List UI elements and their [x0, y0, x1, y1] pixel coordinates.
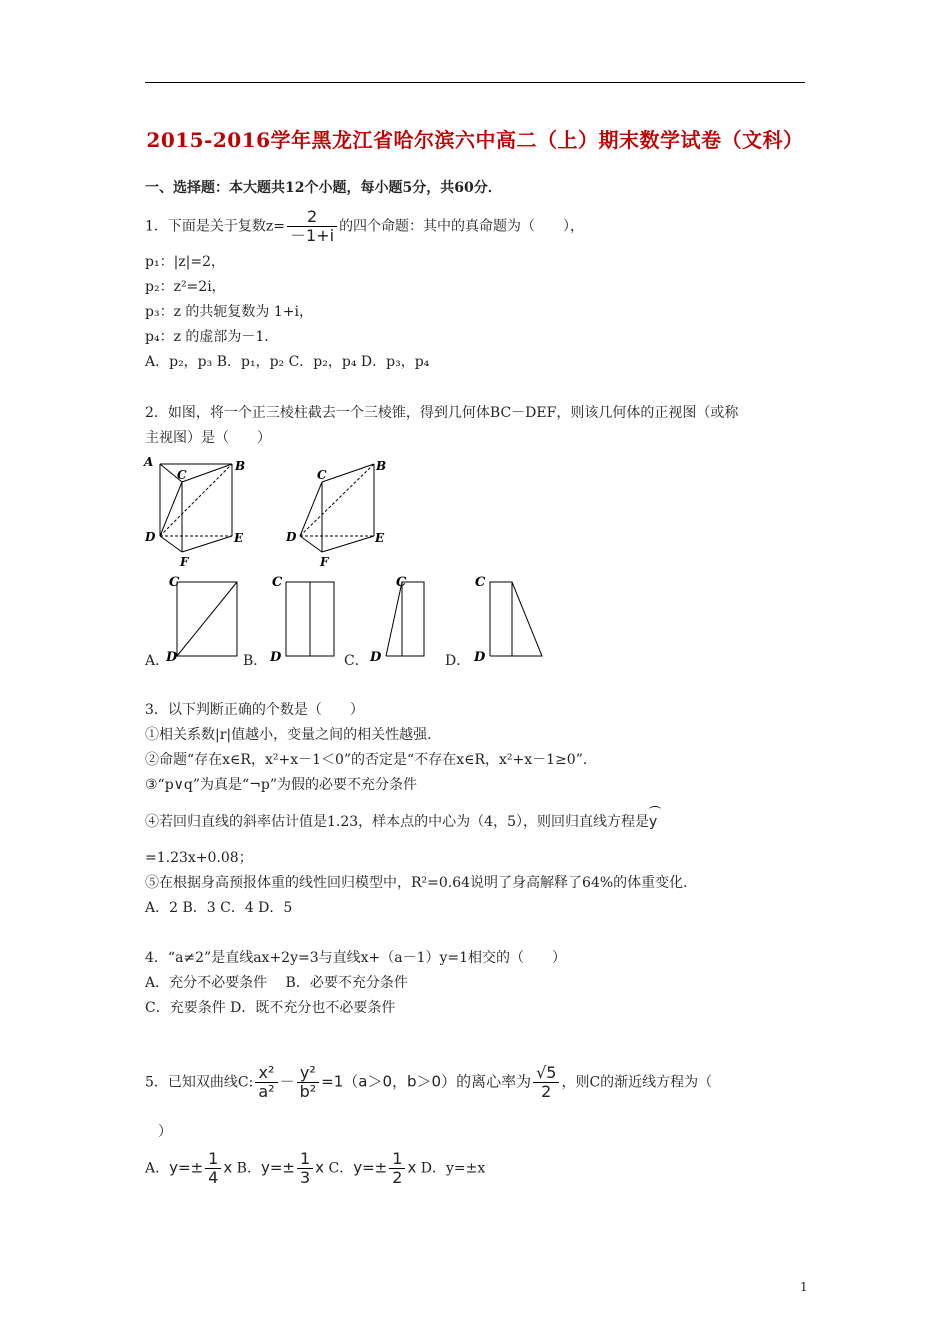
label-D2: D	[286, 530, 297, 544]
view-option-b	[266, 572, 346, 664]
q1-frac-num: 2	[287, 208, 337, 227]
q5-equation-rest: =1（a＞0，b＞0）的离心率为	[321, 1072, 532, 1091]
q5-opt-b-num: 1	[297, 1150, 313, 1169]
q5-opt-b-den: 3	[299, 1168, 311, 1187]
q5-x-den: a²	[258, 1082, 275, 1101]
q5-options	[145, 1150, 485, 1187]
q2-option-a: A．	[145, 653, 170, 669]
q3-statement-1: ①相关系数|r|值越小，变量之间的相关性越强．	[145, 727, 442, 743]
q4-options-1: A．充分不必要条件 B．必要不充分条件	[145, 975, 408, 991]
label-A: A	[144, 455, 154, 469]
q5-stem-suffix: ，则C的渐近线方程为（	[561, 1074, 713, 1091]
q1-p2: p₂：z²=2i，	[145, 279, 226, 295]
q5-close-paren: ）	[158, 1124, 172, 1140]
opt-b-label-D: D	[270, 650, 282, 664]
q5-opt-c-eq: y=±	[353, 1158, 388, 1177]
q5-e-den: 2	[541, 1082, 552, 1101]
opt-a-label-D: D	[166, 650, 178, 664]
question-4-stem: 4．“a≠2”是直线ax+2y=3与直线x+（a－1）y=1相交的（ ）	[145, 950, 567, 966]
q5-x-num: x²	[255, 1064, 277, 1083]
view-option-c	[366, 572, 446, 664]
question-1-stem	[145, 208, 584, 245]
prism-figure	[140, 452, 260, 570]
section-heading: 一、选择题：本大题共12个小题，每小题5分，共60分．	[145, 180, 502, 196]
q5-opt-d: D．y=±x	[420, 1160, 486, 1177]
q3-statement-4-cont: =1.23x+0.08；	[145, 850, 253, 866]
q5-opt-c-frac	[389, 1150, 405, 1187]
label-F: F	[180, 555, 189, 569]
q5-opt-b-label: B．	[236, 1160, 261, 1177]
solid-figure	[282, 452, 392, 570]
q5-opt-b-frac	[297, 1150, 313, 1187]
label-C2: C	[317, 468, 327, 482]
q5-opt-a-frac	[205, 1150, 221, 1187]
q5-minus: －	[279, 1072, 295, 1091]
q1-p1: p₁：|z|=2，	[145, 254, 226, 270]
q5-opt-c-x: x	[407, 1158, 417, 1177]
question-5-stem	[145, 1064, 712, 1101]
q5-opt-a-num: 1	[205, 1150, 221, 1169]
q5-frac-e	[533, 1064, 559, 1101]
q3-s4-text: ④若回归直线的斜率估计值是1.23，样本点的中心为（4，5），则回归直线方程是	[145, 814, 649, 830]
q3-statement-2: ②命题“存在x∈R，x²+x－1＜0”的否定是“不存在x∈R，x²+x－1≥0”．	[145, 752, 597, 768]
q1-p3: p₃：z 的共轭复数为 1+i，	[145, 304, 313, 320]
q5-opt-a-den: 4	[208, 1168, 219, 1187]
page-number: 1	[800, 1280, 808, 1294]
q3-options: A．2 B．3 C．4 D．5	[145, 900, 293, 916]
opt-c-label-C: C	[396, 575, 407, 590]
label-C: C	[177, 468, 187, 482]
q5-frac-y	[297, 1064, 320, 1101]
q2-option-c: C．	[344, 653, 369, 669]
q2-option-b: B．	[243, 653, 268, 669]
q5-stem-prefix: 5．已知双曲线C:	[145, 1074, 254, 1091]
q3-statement-4	[145, 812, 657, 832]
label-E2: E	[375, 531, 385, 545]
q5-frac-x	[255, 1064, 277, 1101]
y-hat: y	[648, 814, 658, 830]
view-option-d	[470, 572, 550, 664]
label-B2: B	[376, 459, 387, 473]
opt-d-label-C: C	[475, 575, 486, 590]
opt-c-label-D: D	[370, 650, 382, 664]
q1-p4: p₄：z 的虚部为－1．	[145, 329, 279, 345]
question-3-stem: 3．以下判断正确的个数是（ ）	[145, 702, 364, 718]
q5-y-num: y²	[297, 1064, 320, 1083]
q5-y-den: b²	[299, 1082, 317, 1101]
q5-opt-b-eq: y=±	[260, 1158, 295, 1177]
q5-e-num: √5	[533, 1064, 559, 1083]
q5-opt-a-label: A．	[145, 1160, 170, 1177]
opt-d-label-D: D	[474, 650, 486, 664]
label-B: B	[235, 459, 246, 473]
q1-stem-suffix: 的四个命题：其中的真命题为（ ），	[339, 218, 585, 235]
label-F2: F	[320, 555, 329, 569]
opt-b-label-C: C	[272, 575, 283, 590]
question-2-line2: 主视图）是（ ）	[145, 430, 271, 446]
view-option-a	[165, 572, 245, 664]
q5-opt-c-label: C．	[328, 1160, 354, 1177]
q5-opt-b-x: x	[315, 1158, 325, 1177]
exam-title: 2015-2016学年黑龙江省哈尔滨六中高二（上）期末数学试卷（文科）	[146, 128, 804, 152]
q1-frac-den: －1+i	[290, 226, 335, 245]
q5-opt-a-eq: y=±	[169, 1158, 204, 1177]
label-E: E	[234, 531, 244, 545]
q2-option-d: D．	[445, 653, 471, 669]
q3-statement-3: ③“p∨q”为真是“¬p”为假的必要不充分条件	[145, 777, 418, 793]
q5-opt-a-x: x	[223, 1158, 233, 1177]
q1-options: A．p₂，p₃ B．p₁，p₂ C．p₂，p₄ D．p₃，p₄	[145, 354, 430, 370]
q5-opt-c-den: 2	[392, 1168, 403, 1187]
header-rule	[145, 82, 805, 83]
q1-fraction	[287, 208, 337, 245]
q1-stem-prefix: 1．下面是关于复数z=	[145, 218, 286, 235]
q5-opt-c-num: 1	[389, 1150, 405, 1169]
question-2-line1: 2．如图，将一个正三棱柱截去一个三棱锥，得到几何体BC－DEF，则该几何体的正视图（或称	[145, 405, 739, 421]
label-D: D	[145, 530, 156, 544]
opt-a-label-C: C	[169, 575, 180, 590]
q3-statement-5: ⑤在根据身高预报体重的线性回归模型中，R²=0.64说明了身高解释了64%的体重变化．	[145, 875, 698, 891]
q4-options-2: C．充要条件 D．既不充分也不必要条件	[145, 1000, 396, 1016]
